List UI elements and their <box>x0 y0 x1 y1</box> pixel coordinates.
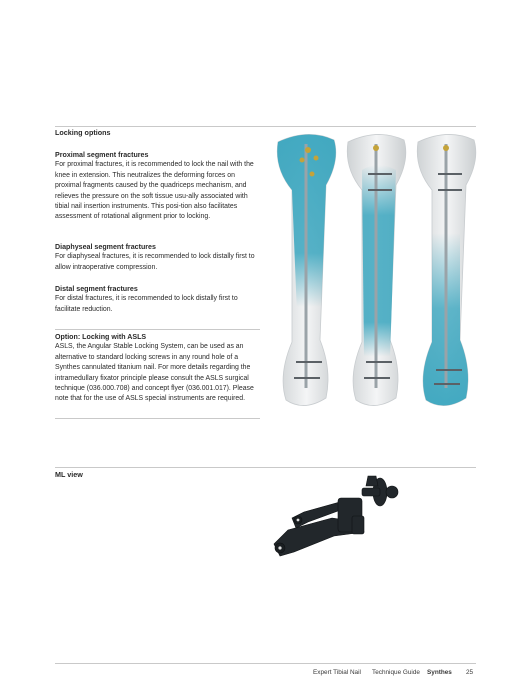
distal-section <box>55 284 260 315</box>
asls-body: ASLS, the Angular Stable Locking System, can be used as an alternative to standard locking screws in any round hole of a Synthes cannulated titanium nail. For more details regarding the intramedullary fixator principle please consult the ASLS surgical technique (036.000.708) and concept flyer (036.001.017). Please note that for the use of ASLS special instruments are required. <box>55 343 254 403</box>
footer-brand: Synthes <box>427 669 452 676</box>
distal-body: For distal fractures, it is recommended to lock distally first to facilitate reduction. <box>55 295 238 313</box>
proximal-section <box>55 150 260 223</box>
page-number: 25 <box>466 669 474 676</box>
tibia-distal-locking <box>417 134 476 405</box>
ml-view-divider <box>55 467 476 468</box>
asls-divider-bottom <box>55 418 260 419</box>
tibia-proximal-locking <box>277 134 336 405</box>
diaphyseal-body: For diaphyseal fractures, it is recommended to lock distally first to allow intraoperative compression. <box>55 253 255 271</box>
footer-title: Expert Tibial Nail <box>313 669 361 676</box>
ml-view-heading: ML view <box>55 470 83 479</box>
diaphyseal-title: Diaphyseal segment fractures <box>55 243 156 251</box>
proximal-title: Proximal segment fractures <box>55 151 149 159</box>
top-divider <box>55 126 476 127</box>
asls-title: Option: Locking with ASLS <box>55 333 147 341</box>
footer-divider <box>55 663 476 664</box>
asls-section <box>55 332 260 405</box>
tibia-nail-illustration <box>268 130 478 415</box>
tibia-diaphyseal-locking <box>347 134 406 405</box>
asls-divider-top <box>55 329 260 330</box>
proximal-body: For proximal fractures, it is recommended to lock the nail with the knee in extension. This neutralizes the deforming forces on proximal fragments caused by the quadriceps mechanism, and relieves the pressure on the soft tissue usu-ally associated with tibial nail insertion instruments. This posi-tion also facilitates assessment of rotational alignment prior to locking. <box>55 161 254 221</box>
footer-guide: Technique Guide <box>372 669 420 676</box>
ml-aiming-instrument <box>268 472 408 564</box>
locking-options-heading: Locking options <box>55 128 111 137</box>
diaphyseal-section <box>55 242 260 273</box>
distal-title: Distal segment fractures <box>55 285 138 293</box>
